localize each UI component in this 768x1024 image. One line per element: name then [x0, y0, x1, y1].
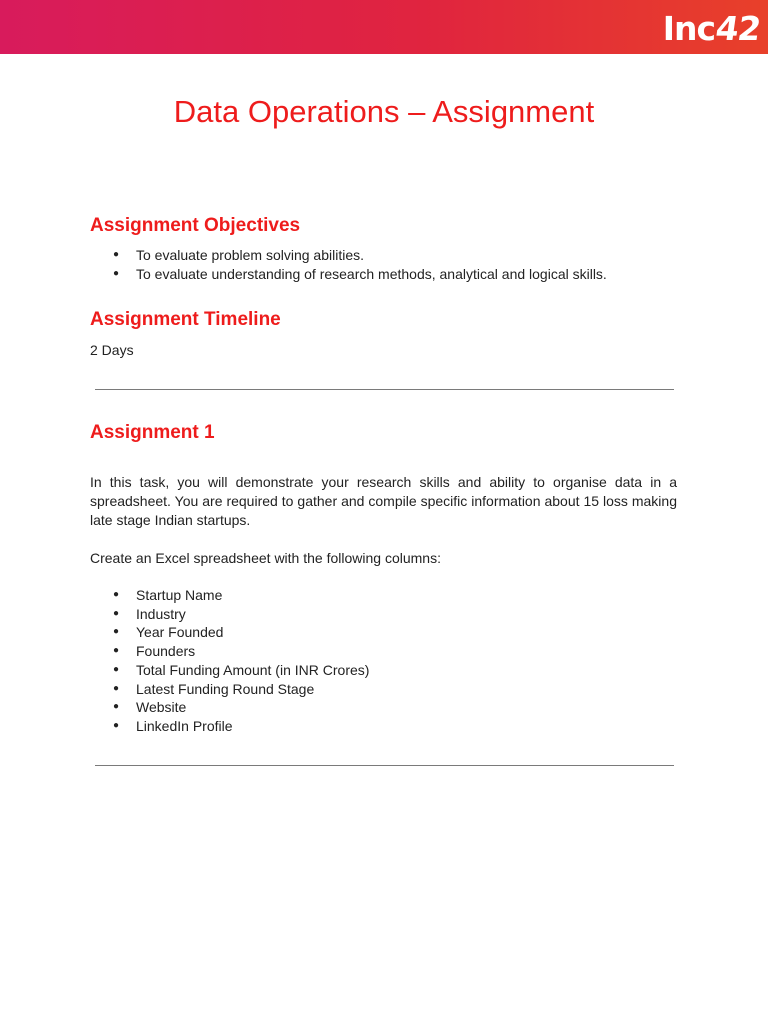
list-item: ● Year Founded [90, 623, 369, 642]
assignment1-paragraph: In this task, you will demonstrate your research skills and ability to organise data in a spreadsheet. You are required to gather and compile specific information about 15 loss making late stage Indian startups. [90, 474, 677, 528]
list-item: ● Total Funding Amount (in INR Crores) [90, 661, 369, 680]
logo-number: 42 [713, 8, 763, 48]
list-item: ● To evaluate problem solving abilities. [90, 246, 607, 265]
list-item: ● To evaluate understanding of research methods, analytical and logical skills. [90, 265, 607, 284]
divider [95, 765, 674, 766]
assignment1-instruction: Create an Excel spreadsheet with the following columns: [90, 550, 441, 566]
objectives-heading: Assignment Objectives [90, 215, 301, 236]
timeline-value: 2 Days [90, 342, 134, 358]
page-title: Data Operations – Assignment [173, 94, 595, 129]
list-item: ● LinkedIn Profile [90, 717, 369, 736]
divider [95, 389, 674, 390]
header-bar [0, 0, 768, 54]
assignment1-heading: Assignment 1 [90, 422, 215, 443]
logo-text: Inc [662, 8, 716, 48]
list-item: ● Founders [90, 642, 369, 661]
columns-list [90, 586, 369, 736]
objectives-list [90, 246, 607, 283]
list-item: ● Website [90, 698, 369, 717]
list-item: ● Startup Name [90, 586, 369, 605]
inc42-logo [662, 8, 763, 48]
timeline-heading: Assignment Timeline [90, 309, 281, 330]
list-item: ● Industry [90, 605, 369, 624]
list-item: ● Latest Funding Round Stage [90, 680, 369, 699]
